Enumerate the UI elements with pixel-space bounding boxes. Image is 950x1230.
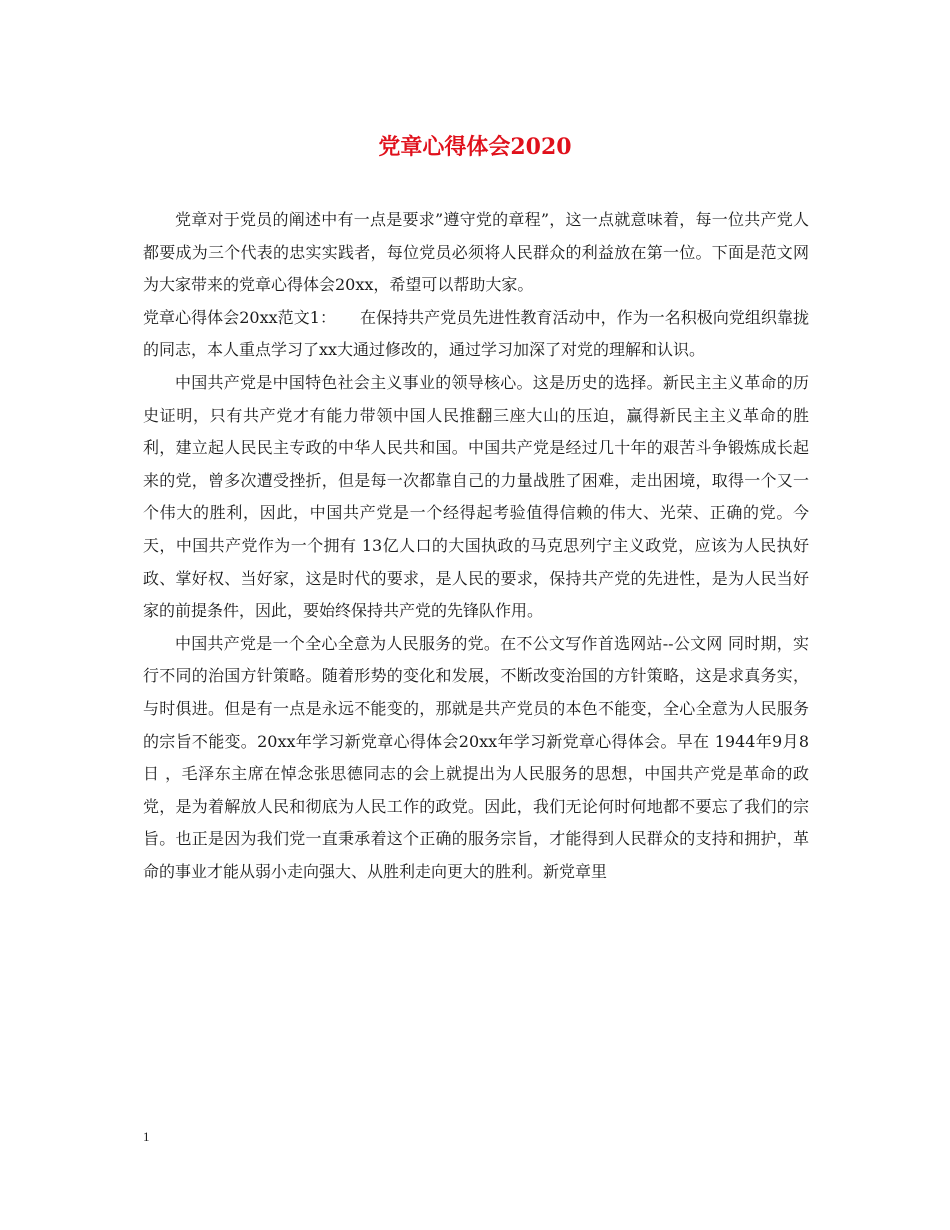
document-title: 党章心得体会2020 [378, 134, 572, 160]
paragraph-sample-heading: 党章心得体会20xx范文1： 在保持共产党员先进性教育活动中，作为一名积极向党组织靠拢的同志，本人重点学习了xx大通过修改的，通过学习加深了对党的理解和认识。 [143, 307, 809, 360]
paragraph-intro: 党章对于党员的阐述中有一点是要求”遵守党的章程”，这一点就意味着，每一位共产党人都要成为三个代表的忠实实践者，每位党员必须将人民群众的利益放在第一位。下面是范文网为大家带来的党章心得体会20xx，希望可以帮助大家。 [143, 210, 809, 295]
document-body [143, 204, 809, 888]
page-number: 1 [143, 1129, 150, 1144]
paragraph-party-leadership: 中国共产党是中国特色社会主义事业的领导核心。这是历史的选择。新民主主义革命的历史证明，只有共产党才有能力带领中国人民推翻三座大山的压迫，赢得新民主主义革命的胜利，建立起人民民主专政的中华人民共和国。中国共产党是经过几十年的艰苦斗争锻炼成长起来的党，曾多次遭受挫折，但是每一次都靠自己的力量战胜了困难，走出困境，取得一个又一个伟大的胜利，因此，中国共产党是一个经得起考验值得信赖的伟大、光荣、正确的党。今天，中国共产党作为一个拥有 13亿人口的大国执政的马克思列宁主义政党，应该为人民执好政、掌好权、当好家，这是时代的要求，是人民的要求，保持共产党的先进性，是为人民当好家的前提条件，因此，要始终保持共产党的先锋队作用。 [143, 372, 809, 621]
paragraph-serve-people: 中国共产党是一个全心全意为人民服务的党。在不公文写作首选网站--公文网 同时期，实行不同的治国方针策略。随着形势的变化和发展，不断改变治国的方针策略，这是求真务实，与时俱进。但是有一点是永远不能变的，那就是共产党员的本色不能变，全心全意为人民服务的宗旨不能变。20xx年学习新党章心得体会20xx年学习新党章心得体会。早在 1944年9月8日 ，毛泽东主席在悼念张思德同志的会上就提出为人民服务的思想，中国共产党是革命的政党，是为着解放人民和彻底为人民工作的政党。因此，我们无论何时何地都不要忘了我们的宗旨。也正是因为我们党一直秉承着这个正确的服务宗旨，才能得到人民群众的支持和拥护，革命的事业才能从弱小走向强大、从胜利走向更大的胜利。新党章里 [143, 633, 809, 881]
